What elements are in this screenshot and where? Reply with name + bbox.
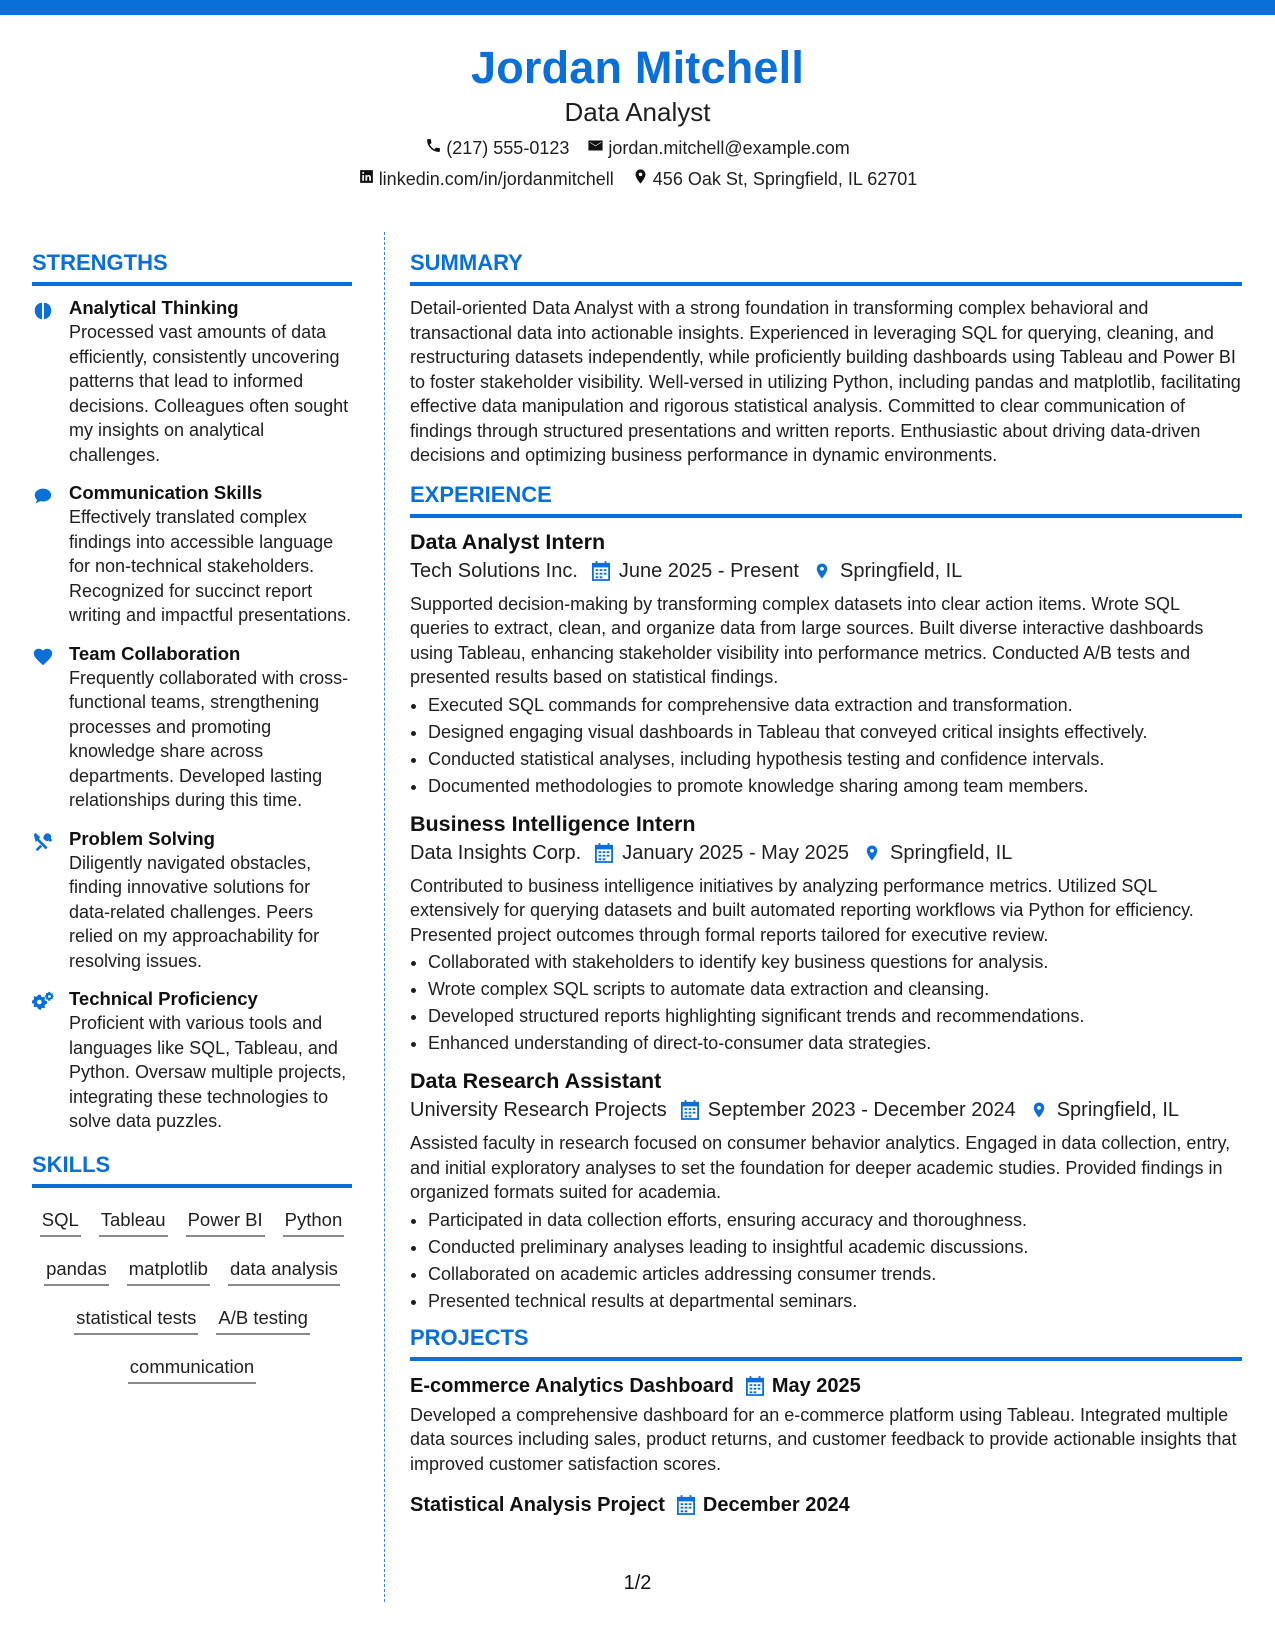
strength-title: Problem Solving [69, 827, 215, 849]
job-bullet: • Collaborated on academic articles addressing consumer trends. [428, 1261, 1242, 1288]
resume-header [0, 40, 1275, 190]
strength-title: Communication Skills [69, 482, 263, 503]
calendar-icon [595, 843, 613, 863]
job-description: Supported decision-making by transforming complex datasets into clear action items. Wrote SQL queries to extract, clean, and organize data from large sources. Built diverse interactive dashboards using Tableau, enhancing stakeholder visibility into performance metrics. Conducted A/B tests and presented results based on statistical findings. [410, 593, 1204, 687]
job-bullets [410, 949, 1242, 1057]
skills-heading: SKILLS [32, 1152, 352, 1188]
job-description: Contributed to business intelligence initiatives by analyzing performance metrics. Utilized SQL extensively for querying datasets and built automated reporting workflows via Python for efficiency. Presented project outcomes through formal reports tailored for executive review. [410, 875, 1194, 945]
column-divider [384, 232, 385, 1602]
job-location: Springfield, IL [1056, 1099, 1180, 1121]
strength-item [32, 296, 352, 467]
project-date: May 2025 [771, 1374, 861, 1397]
project-description: Developed a comprehensive dashboard for an e-commerce platform using Tableau. Integrated multiple data sources including sales, product returns, and customer feedback to provide actionable insights that improved customer satisfaction scores. [410, 1404, 1237, 1474]
job-bullet: • Conducted statistical analyses, including hypothesis testing and confidence intervals. [428, 746, 1242, 773]
summary-heading: SUMMARY [410, 250, 1242, 286]
phone-contact [425, 137, 569, 159]
job-bullet: • Documented methodologies to promote knowledge sharing among team members. [428, 773, 1242, 800]
candidate-title: Data Analyst [564, 97, 711, 127]
job-title: Data Analyst Intern [410, 529, 606, 554]
job-title: Business Intelligence Intern [410, 811, 696, 836]
skill-tag: matplotlib [127, 1257, 210, 1286]
skill-tag: Power BI [186, 1208, 265, 1237]
job-meta [410, 838, 1242, 868]
job-title: Data Research Assistant [410, 1069, 662, 1093]
page-number: 1/2 [623, 1572, 652, 1594]
right-column [410, 250, 1242, 1534]
job-bullet: • Participated in data collection efforts, ensuring accuracy and thoroughness. [428, 1207, 1242, 1234]
job-meta [410, 556, 1242, 586]
skill-tag: Python [283, 1208, 345, 1237]
skills-list [32, 1198, 352, 1384]
project-date: December 2024 [702, 1494, 850, 1516]
strengths-heading: STRENGTHS [32, 250, 352, 286]
strength-description: Processed vast amounts of data efficiently, consistently uncovering patterns that lead to informed decisions. Colleagues often sought my insights on analytical challenges. [69, 322, 349, 465]
job-dates: June 2025 - Present [618, 559, 799, 582]
job-dates: September 2023 - December 2024 [707, 1099, 1016, 1121]
skill-tag: SQL [40, 1208, 81, 1237]
contact-row-1 [0, 137, 1275, 159]
skill-tag: pandas [44, 1257, 109, 1286]
strength-item [32, 481, 352, 628]
job-location: Springfield, IL [840, 559, 963, 582]
strength-description: Frequently collaborated with cross-functional teams, strengthening processes and promoting knowledge share across departments. Developed lasting relationships during this time. [69, 667, 349, 810]
job-bullets [410, 692, 1242, 800]
project-header [410, 1371, 1242, 1401]
heart-icon [32, 642, 56, 813]
projects-heading: PROJECTS [410, 1325, 1242, 1361]
contact-row-2 [0, 168, 1275, 190]
map-pin-icon [1030, 1100, 1048, 1120]
linkedin-text[interactable]: linkedin.com/in/jordanmitchell [378, 169, 614, 189]
job-entry [410, 528, 1242, 800]
job-bullet: • Designed engaging visual dashboards in Tableau that conveyed critical insights effectively. [428, 719, 1242, 746]
job-bullet: • Collaborated with stakeholders to identify key business questions for analysis. [428, 949, 1242, 976]
strength-title: Analytical Thinking [69, 297, 239, 318]
map-pin-icon [863, 843, 881, 863]
email-contact[interactable] [587, 137, 849, 159]
job-company: Data Insights Corp. [410, 841, 582, 864]
job-dates: January 2025 - May 2025 [622, 841, 850, 864]
job-bullet: • Executed SQL commands for comprehensive data extraction and transformation. [428, 692, 1242, 719]
calendar-icon [746, 1376, 764, 1396]
left-column [32, 250, 352, 1404]
project-entry [410, 1490, 1242, 1520]
job-company: University Research Projects [410, 1099, 667, 1121]
strength-description: Effectively translated complex findings into accessible language for non-technical stakeholders. Recognized for succinct report writing and impactful presentations. [69, 507, 352, 625]
strength-description: Proficient with various tools and languages like SQL, Tableau, and Python. Oversaw multiple projects, integrating these technologies to solve data puzzles. [69, 1013, 347, 1131]
project-header [410, 1490, 1242, 1520]
gears-icon [32, 987, 56, 1134]
comment-icon [32, 481, 56, 628]
experience-heading: EXPERIENCE [410, 482, 1242, 518]
job-bullet: • Wrote complex SQL scripts to automate data extraction and cleansing. [428, 976, 1242, 1003]
project-entry [410, 1371, 1242, 1477]
address-contact [632, 168, 918, 190]
skill-tag: A/B testing [216, 1306, 309, 1335]
top-accent-bar [0, 0, 1275, 15]
job-bullet: • Enhanced understanding of direct-to-consumer data strategies. [428, 1030, 1242, 1057]
job-bullet: • Developed structured reports highlighting significant trends and recommendations. [428, 1003, 1242, 1030]
strength-title: Team Collaboration [69, 642, 241, 664]
calendar-icon [592, 561, 610, 581]
job-location: Springfield, IL [890, 841, 1013, 864]
map-pin-icon [813, 561, 831, 581]
strength-description: Diligently navigated obstacles, finding innovative solutions for data-related challenges. Peers relied on my approachability for resolving issues. [69, 852, 320, 971]
job-description: Assisted faculty in research focused on consumer behavior analytics. Engaged in data collection, entry, and initial exploratory analyses to set the foundation for deeper academic studies. Provided findings in organized formats suited for academia. [410, 1133, 1231, 1202]
email-text[interactable]: jordan.mitchell@example.com [608, 138, 850, 158]
calendar-icon [677, 1495, 695, 1515]
calendar-icon [681, 1100, 699, 1120]
phone-icon [425, 137, 442, 159]
project-title: E-commerce Analytics Dashboard [410, 1374, 734, 1397]
skill-tag: statistical tests [74, 1306, 198, 1335]
address-text: 456 Oak St, Springfield, IL 62701 [652, 169, 918, 189]
map-pin-icon [632, 168, 649, 190]
job-bullet: • Presented technical results at departmental seminars. [428, 1288, 1242, 1315]
strength-item [32, 827, 352, 974]
candidate-name: Jordan Mitchell [470, 42, 805, 93]
skill-tag: communication [128, 1355, 256, 1384]
envelope-icon [587, 137, 604, 159]
summary-text: Detail-oriented Data Analyst with a strong foundation in transforming complex behavioral and transactional data into actionable insights. Experienced in leveraging SQL for querying, cleaning, and restructuring datasets independently, while proficiently building dashboards using Tableau and Power BI to foster stakeholder visibility. Well-versed in utilizing Python, including pandas and matplotlib, facilitating effective data manipulation and rigorous statistical analysis. Committed to clear communication of findings through structured presentations and written reports. Enthusiastic about driving data-driven decisions and optimizing business performance in dynamic environments. [410, 298, 1241, 465]
job-meta [410, 1095, 1242, 1125]
job-entry [410, 810, 1242, 1058]
strength-item [32, 642, 352, 813]
linkedin-contact[interactable] [358, 168, 614, 190]
skill-tag: data analysis [228, 1257, 340, 1286]
job-bullets [410, 1207, 1242, 1315]
tools-icon [32, 827, 56, 974]
skill-tag: Tableau [99, 1208, 168, 1237]
linkedin-icon [358, 168, 375, 190]
strength-title: Technical Proficiency [69, 988, 258, 1009]
job-bullet: • Conducted preliminary analyses leading to insightful academic discussions. [428, 1234, 1242, 1261]
strength-item [32, 987, 352, 1134]
job-entry [410, 1067, 1242, 1315]
job-company: Tech Solutions Inc. [410, 559, 578, 582]
brain-icon [32, 296, 56, 467]
project-title: Statistical Analysis Project [410, 1494, 665, 1516]
phone-text: (217) 555-0123 [446, 138, 570, 158]
